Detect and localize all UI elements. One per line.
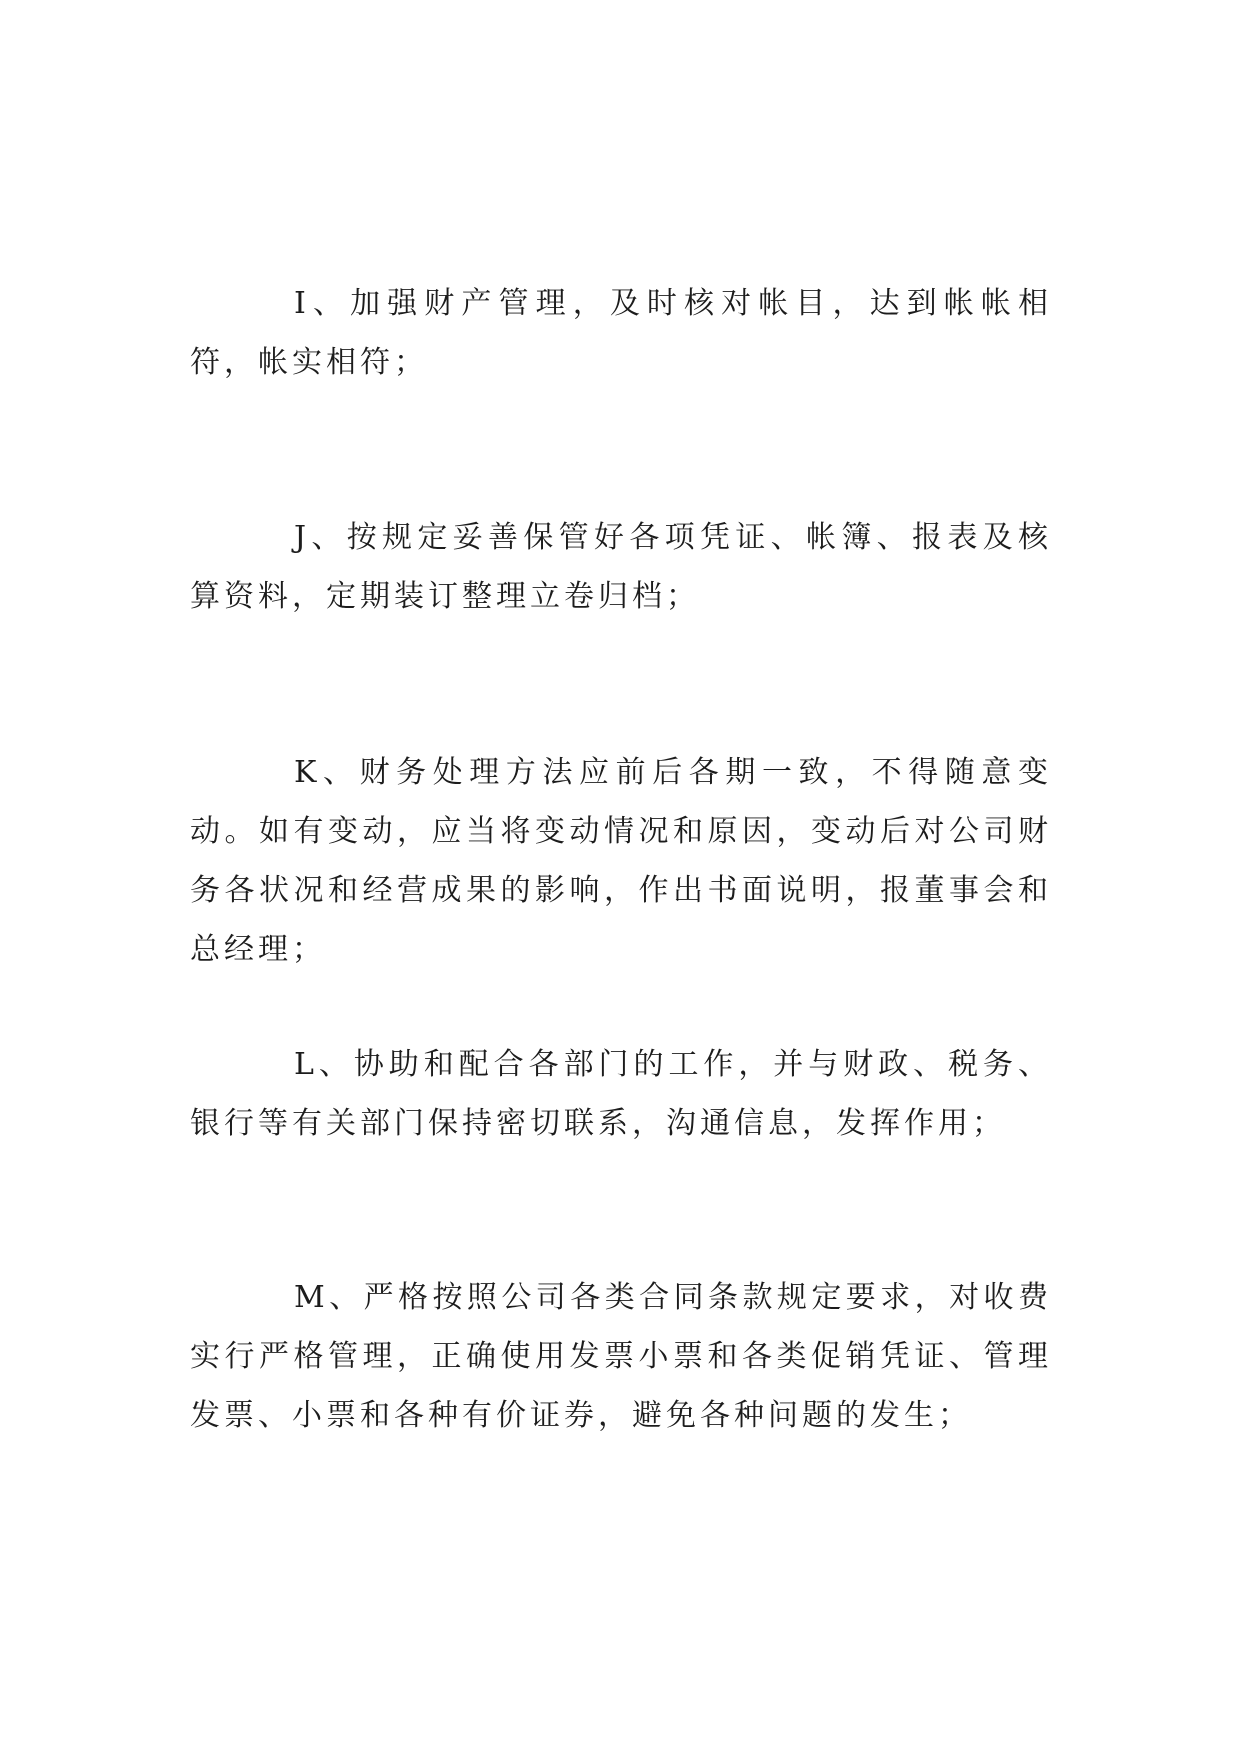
paragraph-item-k: K、财务处理方法应前后各期一致，不得随意变动。如有变动，应当将变动情况和原因，变动后对公司财务各状况和经营成果的影响，作出书面说明，报董事会和总经理；	[190, 755, 1052, 967]
paragraph-item-m: M、严格按照公司各类合同条款规定要求，对收费实行严格管理，正确使用发票小票和各类促销凭证、管理发票、小票和各种有价证券，避免各种问题的发生；	[190, 1280, 1052, 1433]
paragraph-item-l: L、协助和配合各部门的工作，并与财政、税务、银行等有关部门保持密切联系，沟通信息，发挥作用；	[190, 1047, 1052, 1141]
paragraph-item-j: J、按规定妥善保管好各项凭证、帐簿、报表及核算资料，定期装订整理立卷归档；	[190, 520, 1052, 614]
paragraph-item-i: I、加强财产管理，及时核对帐目，达到帐帐相符，帐实相符；	[190, 286, 1052, 380]
